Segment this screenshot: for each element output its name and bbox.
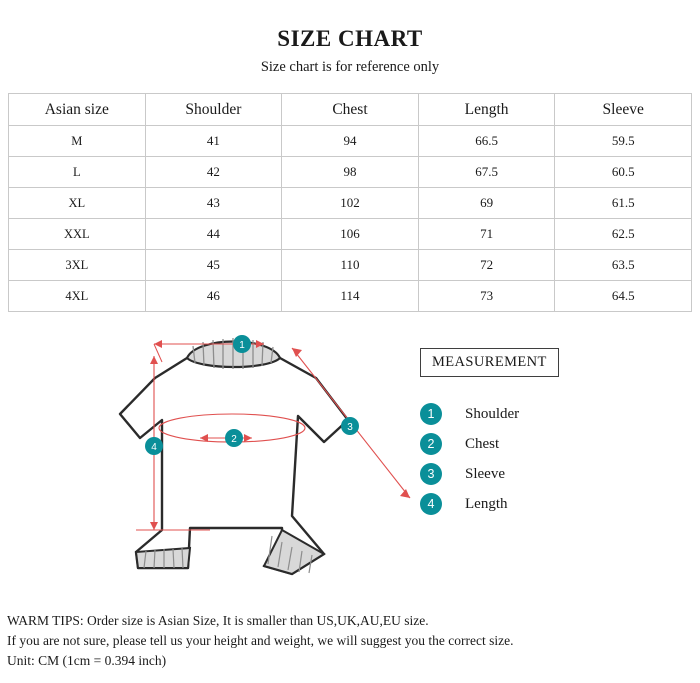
cell-shoulder: 44 [145,219,282,250]
cell-size: XXL [9,219,146,250]
cell-size: L [9,157,146,188]
cell-chest: 106 [282,219,419,250]
diagram-marker-4 [145,437,163,455]
diagram-marker-1 [233,335,251,353]
table-header [9,94,692,126]
cell-shoulder: 45 [145,250,282,281]
legend-label-sleeve: Sleeve [465,465,505,482]
cell-sleeve: 61.5 [555,188,692,219]
svg-text:3: 3 [347,422,353,433]
column-header-shoulder: Shoulder [145,94,282,126]
cell-chest: 98 [282,157,419,188]
legend-badge-1: 1 [420,403,442,425]
measurement-legend [420,348,660,519]
cell-size: M [9,126,146,157]
table-row [9,219,692,250]
header [0,0,700,76]
column-header-sleeve: Sleeve [555,94,692,126]
page-subtitle: Size chart is for reference only [260,59,440,75]
cell-length: 69 [418,188,555,219]
column-header-asian-size: Asian size [9,94,146,126]
svg-text:2: 2 [231,434,237,445]
legend-label-chest: Chest [465,435,500,452]
table-row [9,250,692,281]
cell-shoulder: 41 [145,126,282,157]
table-row [9,126,692,157]
cell-chest: 94 [282,126,419,157]
cell-length: 72 [418,250,555,281]
legend-badge-4: 4 [420,493,442,515]
table-row [9,188,692,219]
measurement-illustration [0,316,700,594]
svg-text:1: 1 [239,340,245,351]
legend-label-shoulder: Shoulder [465,405,520,422]
warm-tips-line-2: If you are not sure, please tell us your height and weight, we will suggest you the correct size. [7,633,514,648]
legend-item-sleeve [420,459,660,489]
size-table-wrapper [8,93,692,312]
cell-chest: 110 [282,250,419,281]
table-row [9,281,692,312]
cell-length: 67.5 [418,157,555,188]
svg-text:4: 4 [151,442,157,453]
cell-shoulder: 42 [145,157,282,188]
legend-badge-2: 2 [420,433,442,455]
cell-chest: 114 [282,281,419,312]
warm-tips-line-1: WARM TIPS: Order size is Asian Size, It is smaller than US,UK,AU,EU size. [7,613,429,628]
cell-chest: 102 [282,188,419,219]
table-header-row [9,94,692,126]
legend-label-length: Length [465,495,508,512]
column-header-chest: Chest [282,94,419,126]
sweater-diagram-icon [92,316,432,591]
cell-sleeve: 60.5 [555,157,692,188]
page-title: SIZE CHART [277,26,423,51]
warm-tips-line-3: Unit: CM (1cm = 0.394 inch) [7,653,167,668]
cell-size: 3XL [9,250,146,281]
legend-item-length [420,489,660,519]
legend-item-chest [420,429,660,459]
diagram-marker-3 [341,417,359,435]
diagram-marker-2 [225,429,243,447]
cell-size: 4XL [9,281,146,312]
cell-length: 71 [418,219,555,250]
cell-shoulder: 43 [145,188,282,219]
warm-tips [7,611,695,671]
cell-sleeve: 62.5 [555,219,692,250]
size-table [8,93,692,312]
table-body [9,126,692,312]
cell-sleeve: 59.5 [555,126,692,157]
legend-badge-3: 3 [420,463,442,485]
cell-length: 66.5 [418,126,555,157]
cell-size: XL [9,188,146,219]
column-header-length: Length [418,94,555,126]
cell-shoulder: 46 [145,281,282,312]
measurement-heading: MEASUREMENT [420,348,559,377]
cell-length: 73 [418,281,555,312]
cell-sleeve: 64.5 [555,281,692,312]
legend-list [420,399,660,519]
legend-item-shoulder [420,399,660,429]
table-row [9,157,692,188]
cell-sleeve: 63.5 [555,250,692,281]
